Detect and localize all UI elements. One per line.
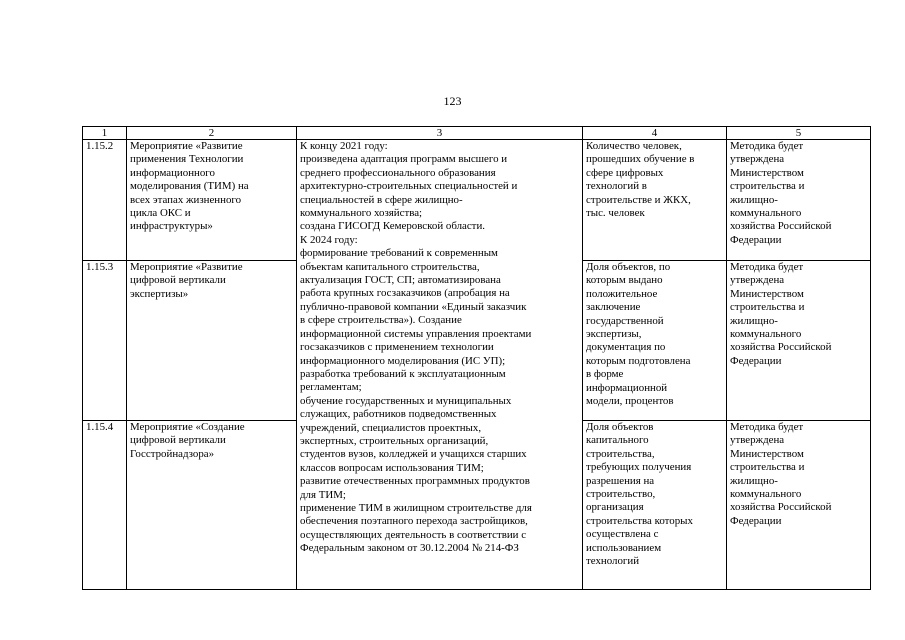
text-line: обучение государственных и муниципальных: [300, 394, 512, 407]
result-cell: [297, 140, 583, 590]
text-line: К 2024 году:: [300, 233, 358, 246]
text-line: экспертизы»: [130, 287, 189, 300]
text-line: инфраструктуры»: [130, 220, 213, 233]
row-number: 1.15.3: [83, 261, 127, 421]
text-line: хозяйства Российской: [730, 220, 832, 233]
text-line: Госстройнадзора»: [130, 447, 215, 460]
note-cell: [727, 140, 871, 261]
text-line: Федеральным законом от 30.12.2004 № 214-ФЗ: [300, 542, 519, 555]
text-line: требующих получения: [586, 461, 692, 474]
text-line: сфере цифровых: [586, 166, 664, 179]
text-line: в сфере строительства»). Создание: [300, 314, 462, 327]
event-cell: [127, 140, 297, 261]
text-line: информационного моделирования (ИС УП);: [300, 354, 506, 367]
text-line: Министерством: [730, 447, 804, 460]
text-line: строительства которых: [586, 514, 693, 527]
row-number: 1.15.4: [83, 421, 127, 590]
text-line: которым подготовлена: [586, 354, 691, 367]
text-line: строительства и: [730, 461, 805, 474]
text-line: произведена адаптация программ высшего и: [300, 153, 508, 166]
text-line: утверждена: [730, 274, 785, 287]
text-line: Мероприятие «Создание: [130, 421, 245, 433]
text-line: хозяйства Российской: [730, 341, 832, 354]
text-line: строительства,: [586, 447, 655, 460]
text-line: учреждений, специалистов проектных,: [300, 421, 482, 434]
text-line: утверждена: [730, 434, 785, 447]
text-line: формирование требований к современным: [300, 247, 498, 260]
text-line: Федерации: [730, 514, 782, 527]
text-line: государственной: [586, 314, 664, 327]
text-line: служащих, работников подведомственных: [300, 408, 497, 421]
text-line: строительства и: [730, 180, 805, 193]
text-line: Мероприятие «Развитие: [130, 261, 243, 273]
table-row: [83, 140, 871, 261]
text-line: моделирования (ТИМ) на: [130, 180, 249, 193]
indicator-cell: [583, 261, 727, 421]
text-line: прошедших обучение в: [586, 153, 695, 166]
text-line: коммунального: [730, 488, 802, 501]
column-header: 3: [297, 127, 583, 140]
text-line: Доля объектов: [586, 421, 654, 433]
text-line: осуществляющих деятельность в соответствии с: [300, 528, 527, 541]
text-line: документация по: [586, 341, 666, 354]
text-line: обеспечения поэтапного перехода застройщиков,: [300, 515, 528, 528]
page-number: 123: [443, 94, 462, 108]
text-line: применения Технологии: [130, 153, 244, 166]
row-number: 1.15.2: [83, 140, 127, 261]
text-line: информационной: [586, 381, 668, 394]
note-cell: [727, 421, 871, 590]
text-line: специальностей в сфере жилищно-: [300, 193, 463, 206]
text-line: технологий в: [586, 180, 647, 193]
text-line: Методика будет: [730, 421, 804, 433]
text-line: Федерации: [730, 233, 782, 246]
text-line: цифровой вертикали: [130, 434, 226, 447]
text-line: осуществлена с: [586, 528, 659, 541]
text-line: цикла ОКС и: [130, 207, 191, 220]
text-line: жилищно-: [730, 314, 778, 327]
text-line: жилищно-: [730, 474, 778, 487]
indicator-cell: [583, 421, 727, 590]
column-header: 2: [127, 127, 297, 140]
text-line: цифровой вертикали: [130, 274, 226, 287]
text-line: студентов вузов, колледжей и учащихся старших: [300, 448, 527, 461]
text-line: разрешения на: [586, 474, 655, 487]
text-line: коммунального хозяйства;: [300, 207, 423, 220]
text-line: всех этапах жизненного: [130, 193, 242, 206]
text-line: утверждена: [730, 153, 785, 166]
text-line: коммунального: [730, 328, 802, 341]
text-line: которым выдано: [586, 274, 663, 287]
text-line: среднего профессионального образования: [300, 166, 496, 179]
event-cell: [127, 421, 297, 590]
text-line: информационной системы управления проектами: [300, 327, 532, 340]
text-line: Мероприятие «Развитие: [130, 140, 243, 152]
text-line: заключение: [586, 301, 641, 314]
text-line: публично-правовой компании «Единый заказчик: [300, 300, 527, 313]
text-line: применение ТИМ в жилищном строительстве для: [300, 501, 532, 514]
text-line: для ТИМ;: [300, 488, 346, 501]
text-line: строительство,: [586, 488, 656, 501]
text-line: коммунального: [730, 207, 802, 220]
text-line: Методика будет: [730, 261, 804, 273]
header-row: [83, 127, 871, 140]
text-line: модели, процентов: [586, 395, 674, 408]
text-line: хозяйства Российской: [730, 501, 832, 514]
text-line: экспертных, строительных организаций,: [300, 434, 489, 447]
text-line: экспертизы,: [586, 328, 642, 341]
document-table: [82, 126, 871, 590]
note-cell: [727, 261, 871, 421]
text-line: актуализация ГОСТ, СП; автоматизирована: [300, 274, 501, 287]
text-line: технологий: [586, 555, 640, 568]
text-line: использованием: [586, 541, 662, 554]
text-line: классов вопросам использования ТИМ;: [300, 461, 484, 474]
text-line: объектам капитального строительства,: [300, 260, 480, 273]
text-line: создана ГИСОГД Кемеровской области.: [300, 220, 485, 233]
text-line: Количество человек,: [586, 140, 682, 152]
text-line: Методика будет: [730, 140, 804, 152]
text-line: информационного: [130, 166, 215, 179]
text-line: Федерации: [730, 354, 782, 367]
column-header: 4: [583, 127, 727, 140]
text-line: архитектурно-строительных специальностей и: [300, 180, 518, 193]
text-line: госзаказчиков с применением технологии: [300, 341, 494, 354]
text-line: тыс. человек: [586, 207, 645, 220]
text-line: работа крупных госзаказчиков (апробация на: [300, 287, 510, 300]
text-line: положительное: [586, 287, 658, 300]
text-line: строительстве и ЖКХ,: [586, 193, 691, 206]
column-header: 5: [727, 127, 871, 140]
text-line: регламентам;: [300, 381, 362, 394]
text-line: Министерством: [730, 287, 804, 300]
column-header: 1: [83, 127, 127, 140]
text-line: разработка требований к эксплуатационным: [300, 367, 506, 380]
indicator-cell: [583, 140, 727, 261]
text-line: строительства и: [730, 301, 805, 314]
text-line: капитального: [586, 434, 649, 447]
text-line: К концу 2021 году:: [300, 140, 388, 152]
text-line: организация: [586, 501, 644, 514]
text-line: Министерством: [730, 166, 804, 179]
text-line: Доля объектов, по: [586, 261, 671, 273]
text-line: в форме: [586, 368, 624, 381]
text-line: жилищно-: [730, 193, 778, 206]
text-line: развитие отечественных программных продуктов: [300, 475, 530, 488]
event-cell: [127, 261, 297, 421]
